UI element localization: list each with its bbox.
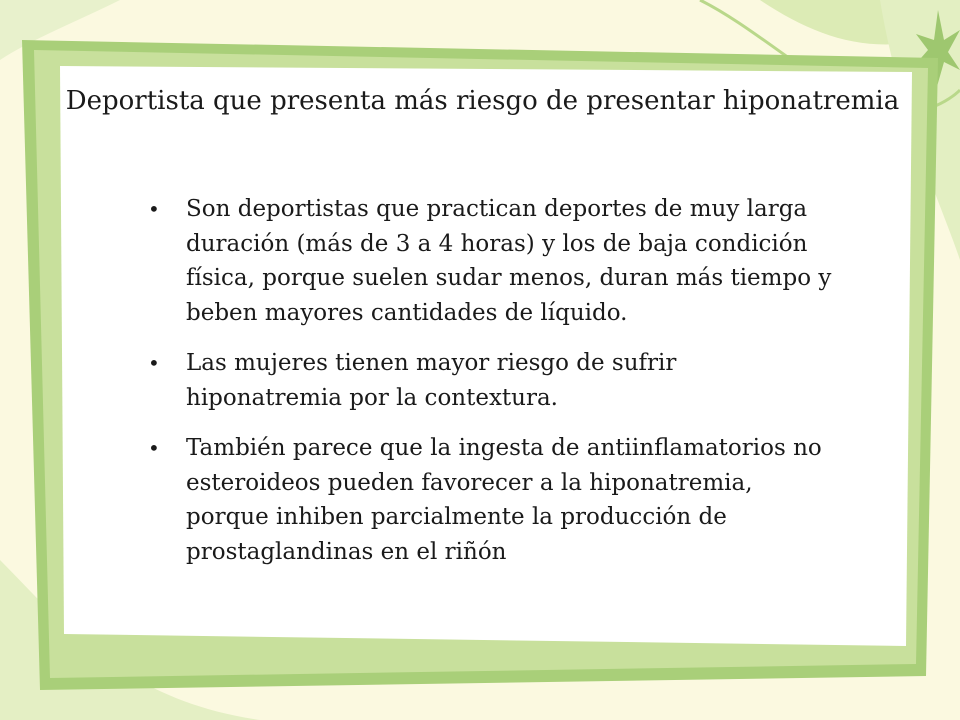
bullet-text: Son deportistas que practican deportes de muy larga duración (más de 3 a 4 horas) y los de baja condición física, porque suelen sudar menos, duran más tiempo y beben mayores cantidades de líquido. — [186, 196, 832, 326]
bullet-marker: • — [148, 197, 160, 221]
bullet-item — [148, 346, 838, 415]
slide-content — [60, 60, 905, 640]
bullet-text: Las mujeres tienen mayor riesgo de sufrir hiponatremia por la contextura. — [186, 350, 677, 411]
bullet-item — [148, 192, 838, 330]
bullet-item — [148, 431, 838, 569]
slide-title: Deportista que presenta más riesgo de presentar hiponatremia — [65, 86, 900, 116]
bullet-marker: • — [148, 351, 160, 375]
bullet-list — [148, 192, 838, 585]
bullet-marker: • — [148, 436, 160, 460]
bullet-text: También parece que la ingesta de antiinflamatorios no esteroideos pueden favorecer a la hiponatremia, porque inhiben parcialmente la producción de prostaglandinas en el riñón — [186, 435, 822, 565]
